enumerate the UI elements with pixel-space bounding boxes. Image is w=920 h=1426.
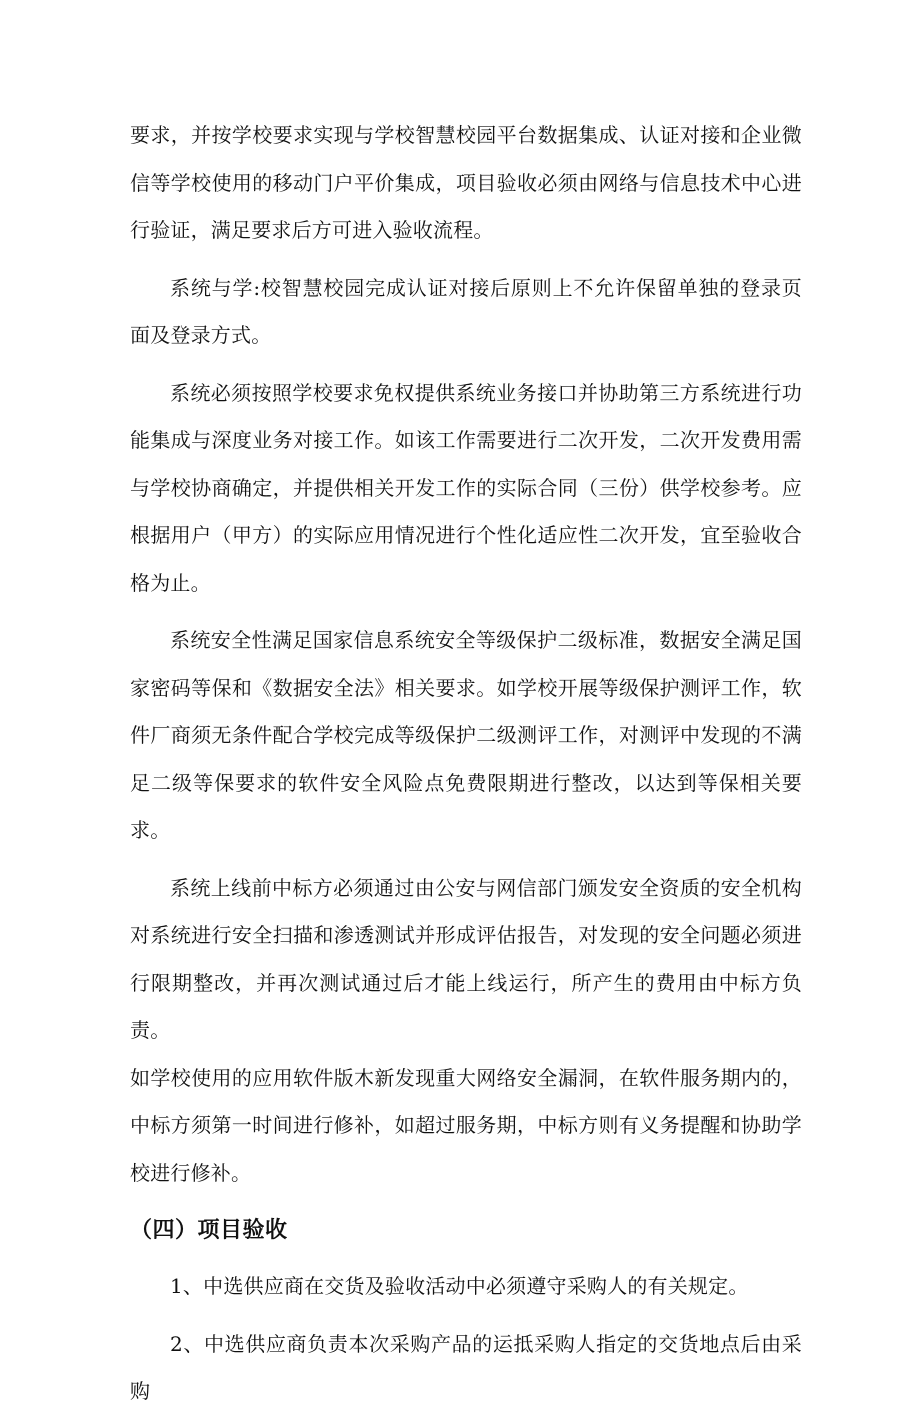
list-item-acceptance-1: 1、中选供应商在交货及验收活动中必须遵守采购人的有关规定。 [170,1274,749,1298]
section-heading-project-acceptance: （四）项目验收 [130,1218,288,1243]
paragraph-penetration-testing: 系统上线前中标方必须通过由公安与网信部门颁发安全资质的安全机构对系统进行安全扫描和渗透测试并形成评估报告，对发现的安全问题必须进行限期整改，并再次测试通过后才能上线运行，所产生的费用由中标方负责。 [130,875,802,1042]
paragraph-vulnerability-patching: 如学校使用的应用软件版木新发现重大网络安全漏洞，在软件服务期内的，中标方须第一时间进行修补，如超过服务期，中标方则有义务提醒和协助学校进行修补。 [130,1065,802,1185]
list-item-acceptance-2: 2、中选供应商负责本次采购产品的运抵采购人指定的交货地点后由采购 [130,1331,802,1403]
paragraph-security-level: 系统安全性满足国家信息系统安全等级保护二级标准，数据安全满足国家密码等保和《数据安全法》相关要求。如学校开展等级保护测评工作，软件厂商须无条件配合学校完成等级保护二级测评工作，对测评中发现的不满足二级等保要求的软件安全风险点免费限期进行整改，以达到等保相关要求。 [130,628,802,842]
paragraph-login-policy: 系统与学:校智慧校园完成认证对接后原则上不允许保留单独的登录页面及登录方式。 [130,275,802,347]
paragraph-integration-requirements: 要求，并按学校要求实现与学校智慧校园平台数据集成、认证对接和企业微信等学校使用的移动门户平价集成，项目验收必须由网络与信息技术中心进行验证，满足要求后方可进入验收流程。 [130,123,802,242]
document-body [130,112,802,1426]
paragraph-interface-provision: 系统必须按照学校要求免权提供系统业务接口并协助第三方系统进行功能集成与深度业务对接工作。如该工作需要进行二次开发，二次开发费用需与学校协商确定，并提供相关开发工作的实际合同（三份）供学校参考。应根据用户（甲方）的实际应用情况进行个性化适应性二次开发，宜至验收合格为止。 [130,380,802,595]
